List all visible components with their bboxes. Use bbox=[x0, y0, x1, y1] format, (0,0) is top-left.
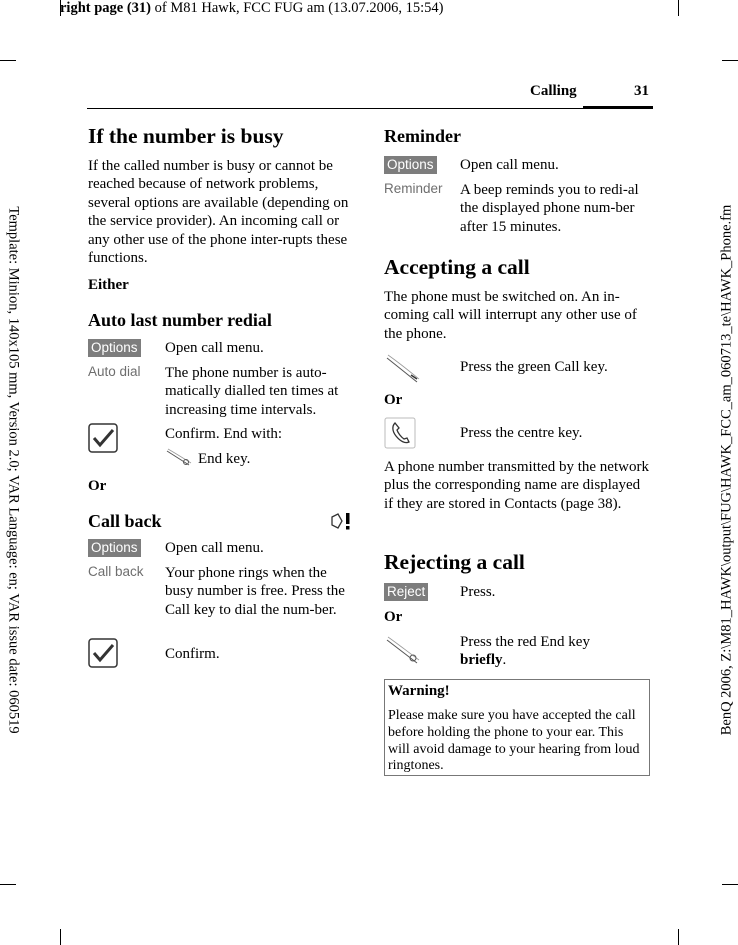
green-call-key-icon[interactable] bbox=[384, 348, 422, 386]
confirm-check-icon[interactable] bbox=[88, 423, 118, 453]
end-key-icon bbox=[165, 447, 193, 469]
header-rule bbox=[87, 108, 653, 109]
busy-title: If the number is busy bbox=[88, 124, 284, 148]
red-key-post: . bbox=[502, 652, 507, 669]
end-key-text: End key. bbox=[198, 451, 251, 467]
options-softkey[interactable]: Options bbox=[384, 156, 437, 174]
centre-key-icon[interactable] bbox=[384, 417, 416, 449]
options-desc: Open call menu. bbox=[460, 157, 559, 173]
network-dependent-icon bbox=[330, 512, 354, 530]
crop-mark bbox=[678, 0, 679, 16]
reject-softkey[interactable]: Reject bbox=[384, 583, 428, 601]
or-label-2: Or bbox=[384, 392, 403, 408]
caller-info-text: A phone number transmitted by the network plus the corresponding name are displayed if they are stored in Contacts (page 38). bbox=[384, 459, 649, 512]
call-back-heading: Call back bbox=[88, 511, 162, 531]
warning-title: Warning! bbox=[388, 683, 450, 699]
red-key-pre: Press the red End key bbox=[460, 634, 590, 650]
crop-mark bbox=[722, 60, 738, 61]
accepting-call-title: Accepting a call bbox=[384, 255, 530, 279]
red-key-bold: briefly bbox=[460, 652, 503, 669]
confirm-text: Confirm. bbox=[165, 646, 220, 662]
busy-intro: If the called number is busy or cannot be reached because of network problems, several options are available (depending on the service provider). An incoming call or any other use of the phone inter-rupts these functions. bbox=[88, 158, 349, 267]
crop-mark bbox=[678, 929, 679, 945]
confirm-check-icon[interactable] bbox=[88, 638, 118, 668]
copyright-path-text: BenQ 2006, Z:\M81_HAWK\output\FUG\HAWK_FCC_am_060713_te\HAWK_Phone.fm bbox=[718, 204, 735, 736]
red-key-text bbox=[460, 633, 650, 670]
reject-press-text: Press. bbox=[460, 584, 496, 600]
section-title: Calling bbox=[530, 83, 577, 99]
options-softkey[interactable]: Options bbox=[88, 539, 141, 557]
options-desc: Open call menu. bbox=[165, 540, 264, 556]
template-info-text: Template: Minion, 140x105 mm, Version 2.0; VAR Language: en; VAR issue date: 060519 bbox=[5, 206, 22, 734]
or-label-1: Or bbox=[88, 478, 107, 494]
auto-dial-desc: The phone number is auto-matically dialled ten times at increasing time intervals. bbox=[165, 365, 339, 418]
options-softkey[interactable]: Options bbox=[88, 339, 141, 357]
page-number: 31 bbox=[634, 83, 649, 99]
reminder-desc: A beep reminds you to redi-al the displayed phone num-ber after 15 minutes. bbox=[460, 182, 639, 235]
call-back-label[interactable]: Call back bbox=[88, 564, 144, 579]
centre-key-text: Press the centre key. bbox=[460, 425, 583, 441]
header-rule-accent bbox=[583, 106, 653, 108]
crop-mark bbox=[722, 884, 738, 885]
or-label-3: Or bbox=[384, 609, 403, 625]
print-info-bar bbox=[60, 0, 443, 17]
auto-redial-heading: Auto last number redial bbox=[88, 310, 272, 330]
rejecting-call-title: Rejecting a call bbox=[384, 550, 525, 574]
red-end-key-icon[interactable] bbox=[384, 632, 422, 668]
warning-body: Please make sure you have accepted the call before holding the phone to your ear. This will avoid damage to your hearing from loud ringtones. bbox=[388, 708, 640, 774]
auto-dial-label[interactable]: Auto dial bbox=[88, 364, 141, 379]
either-label: Either bbox=[88, 277, 129, 293]
reminder-label[interactable]: Reminder bbox=[384, 181, 443, 196]
accepting-call-intro: The phone must be switched on. An in-coming call will interrupt any other use of the phone. bbox=[384, 289, 637, 342]
crop-mark bbox=[60, 929, 61, 945]
print-info-bold: right page (31) bbox=[60, 0, 152, 16]
reminder-heading: Reminder bbox=[384, 126, 461, 146]
confirm-end-text: Confirm. End with: bbox=[165, 426, 283, 442]
print-info-rest: of M81 Hawk, FCC FUG am (13.07.2006, 15:54) bbox=[151, 0, 444, 16]
options-desc: Open call menu. bbox=[165, 340, 264, 356]
crop-mark bbox=[0, 884, 16, 885]
warning-box bbox=[384, 679, 650, 776]
green-key-text: Press the green Call key. bbox=[460, 359, 608, 375]
call-back-desc: Your phone rings when the busy number is free. Press the Call key to dial the num-ber. bbox=[165, 565, 345, 618]
crop-mark bbox=[0, 60, 16, 61]
